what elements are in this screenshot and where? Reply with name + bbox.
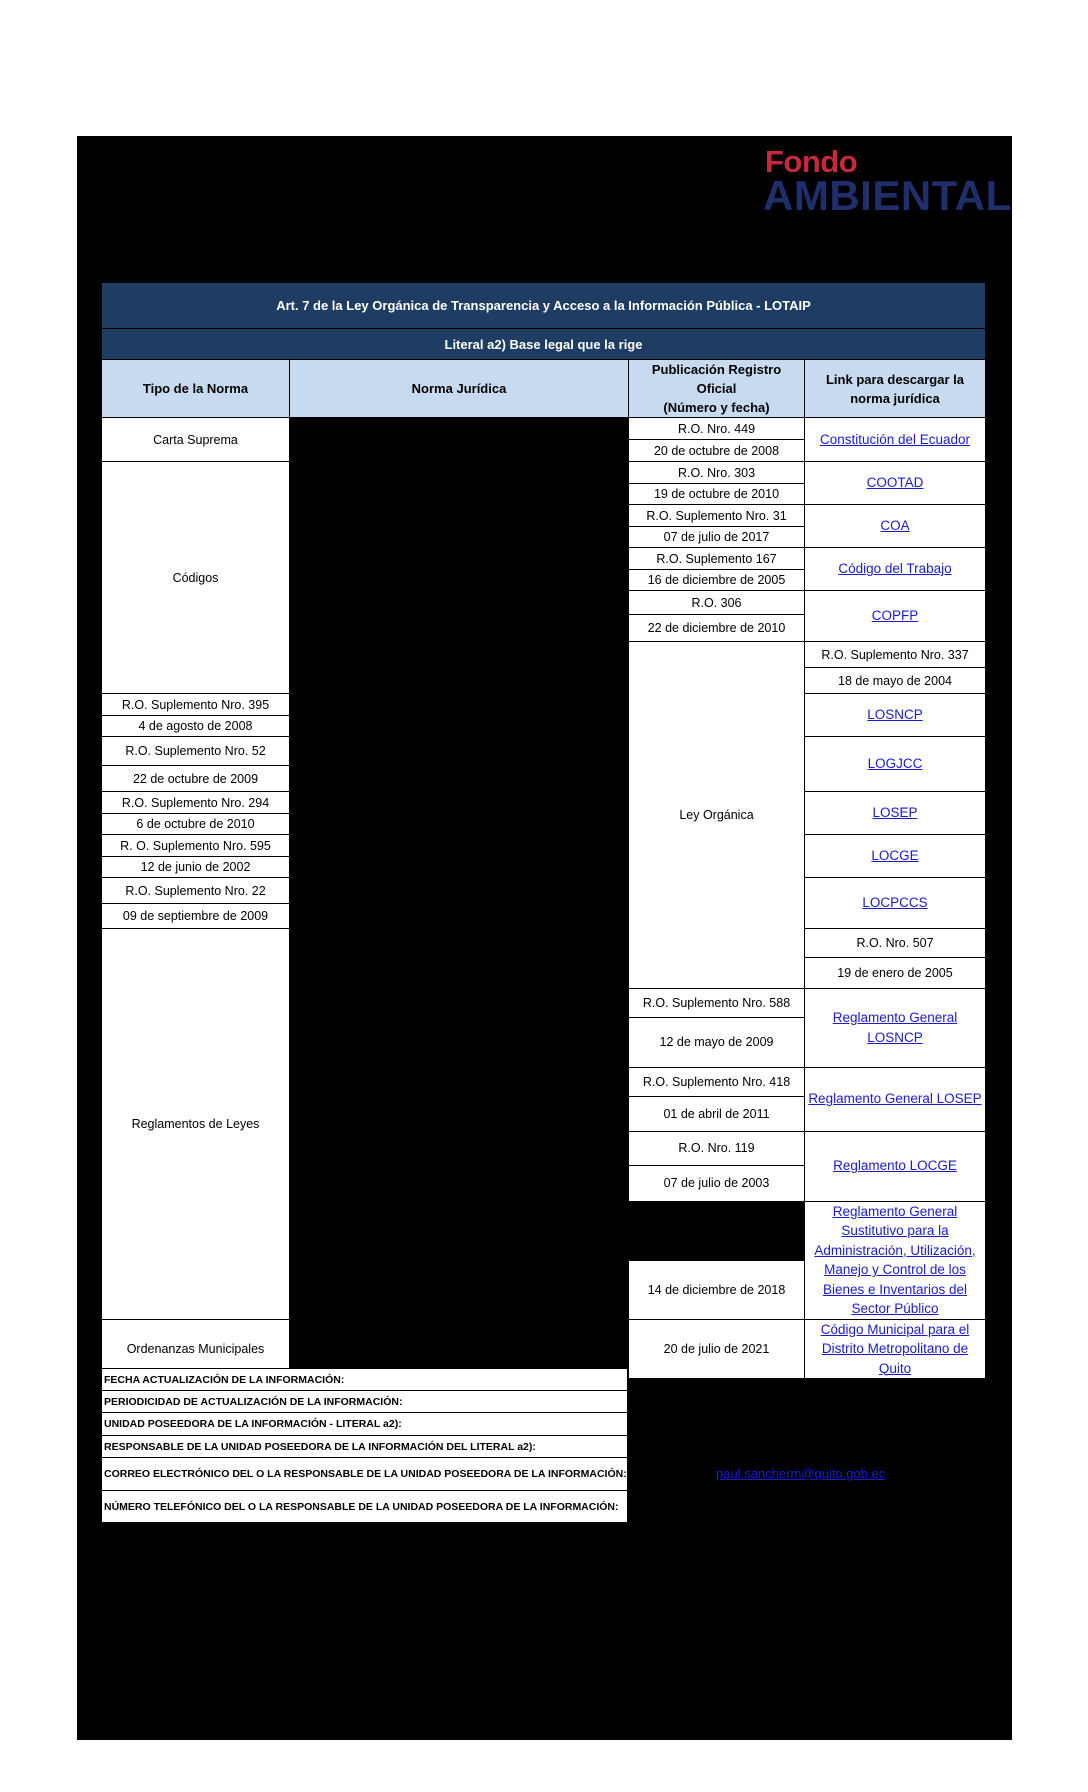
pub-cell: 19 de octubre de 2010 [629, 484, 805, 505]
header-tipo: Tipo de la Norma [102, 360, 290, 418]
pub-cell: 6 de octubre de 2010 [102, 814, 290, 835]
link-copfp[interactable]: COPFP [805, 591, 986, 642]
fondo-ambiental-logo [763, 144, 1012, 219]
footer-label: NÚMERO TELEFÓNICO DEL O LA RESPONSABLE DE LA UNIDAD POSEEDORA DE LA INFORMACIÓN: [102, 1491, 628, 1523]
responsable-email-link[interactable]: paul.sancherm@quito.gob.ec [716, 1466, 886, 1481]
pub-cell: R.O. Nro. 449 [629, 418, 805, 440]
link-cootad[interactable]: COOTAD [805, 462, 986, 505]
pub-cell: 22 de diciembre de 2010 [629, 615, 805, 642]
pub-cell: R.O. Suplemento Nro. 337 [805, 642, 986, 668]
tipo-ley-organica: Ley Orgánica [629, 642, 805, 989]
footer-label: CORREO ELECTRÓNICO DEL O LA RESPONSABLE DE LA UNIDAD POSEEDORA DE LA INFORMACIÓN: [102, 1458, 628, 1491]
pub-cell: 4 de agosto de 2008 [102, 716, 290, 737]
link-coa[interactable]: COA [805, 505, 986, 548]
header-publicacion: Publicación Registro Oficial (Número y fecha) [629, 360, 805, 418]
link-reglamento-locge[interactable]: Reglamento LOCGE [805, 1131, 986, 1201]
pub-cell: 16 de diciembre de 2005 [629, 570, 805, 591]
link-losep[interactable]: LOSEP [805, 792, 986, 835]
pub-cell: R.O. Nro. 119 [629, 1131, 805, 1165]
pub-cell: 07 de julio de 2017 [629, 527, 805, 548]
link-locpccs[interactable]: LOCPCCS [805, 878, 986, 929]
footer-label: RESPONSABLE DE LA UNIDAD POSEEDORA DE LA INFORMACIÓN DEL LITERAL a2): [102, 1436, 628, 1458]
pub-cell: 07 de julio de 2003 [629, 1165, 805, 1201]
pub-cell: R.O. Suplemento Nro. 395 [102, 694, 290, 716]
pub-cell: R.O. Nro. 507 [805, 929, 986, 958]
pub-cell: R.O. 306 [629, 591, 805, 615]
link-losncp[interactable]: LOSNCP [805, 694, 986, 737]
base-legal-table [101, 282, 986, 1379]
pub-cell: 01 de abril de 2011 [629, 1096, 805, 1131]
pub-cell: 18 de mayo de 2004 [805, 668, 986, 694]
pub-cell: 22 de octubre de 2009 [102, 766, 290, 792]
pub-blank-cell [629, 1201, 805, 1260]
footer-label: FECHA ACTUALIZACIÓN DE LA INFORMACIÓN: [102, 1369, 628, 1391]
logo-line-1: Fondo [765, 144, 858, 179]
link-logjcc[interactable]: LOGJCC [805, 737, 986, 792]
tipo-codigos: Códigos [102, 462, 290, 694]
footer-table [101, 1368, 628, 1523]
header-link: Link para descargar la norma jurídica [805, 360, 986, 418]
table-title: Art. 7 de la Ley Orgánica de Transparencia y Acceso a la Información Pública - LOTAIP [102, 283, 986, 329]
pub-cell: R.O. Suplemento Nro. 22 [102, 878, 290, 904]
pub-cell: 20 de julio de 2021 [629, 1319, 805, 1379]
norma-juridica-column [290, 418, 629, 1379]
pub-cell: R.O. Suplemento 167 [629, 548, 805, 570]
pub-cell: 14 de diciembre de 2018 [629, 1260, 805, 1319]
pub-cell: R.O. Nro. 303 [629, 462, 805, 484]
pub-cell: 12 de junio de 2002 [102, 857, 290, 878]
footer-label: PERIODICIDAD DE ACTUALIZACIÓN DE LA INFORMACIÓN: [102, 1391, 628, 1413]
pub-cell: 09 de septiembre de 2009 [102, 904, 290, 929]
link-locge[interactable]: LOCGE [805, 835, 986, 878]
link-reglamento-losncp[interactable]: Reglamento General LOSNCP [805, 988, 986, 1067]
pub-cell: R.O. Suplemento Nro. 418 [629, 1067, 805, 1096]
link-reglamento-losep[interactable]: Reglamento General LOSEP [805, 1067, 986, 1131]
tipo-reglamentos: Reglamentos de Leyes [102, 929, 290, 1320]
pub-cell: R. O. Suplemento Nro. 595 [102, 835, 290, 857]
link-constitucion[interactable]: Constitución del Ecuador [805, 418, 986, 462]
pub-cell: 12 de mayo de 2009 [629, 1017, 805, 1067]
tipo-carta-suprema: Carta Suprema [102, 418, 290, 462]
link-codigo-municipal[interactable]: Código Municipal para el Distrito Metropolitano de Quito [805, 1319, 986, 1379]
pub-cell: 19 de enero de 2005 [805, 957, 986, 988]
logo-line-2: AMBIENTAL [763, 172, 1012, 219]
pub-cell: R.O. Suplemento Nro. 588 [629, 988, 805, 1017]
link-reglamento-bienes[interactable]: Reglamento General Sustitutivo para la Administración, Utilización, Manejo y Control de los Bienes e Inventarios del Sector Público [805, 1201, 986, 1319]
pub-cell: R.O. Suplemento Nro. 52 [102, 737, 290, 766]
link-codigo-trabajo[interactable]: Código del Trabajo [805, 548, 986, 591]
header-norma: Norma Jurídica [290, 360, 629, 418]
pub-cell: R.O. Suplemento Nro. 31 [629, 505, 805, 527]
footer-label: UNIDAD POSEEDORA DE LA INFORMACIÓN - LITERAL a2): [102, 1413, 628, 1436]
pub-cell: R.O. Suplemento Nro. 294 [102, 792, 290, 814]
table-subtitle: Literal a2) Base legal que la rige [102, 329, 986, 360]
tipo-ordenanzas: Ordenanzas Municipales [102, 1319, 290, 1379]
pub-cell: 20 de octubre de 2008 [629, 440, 805, 462]
